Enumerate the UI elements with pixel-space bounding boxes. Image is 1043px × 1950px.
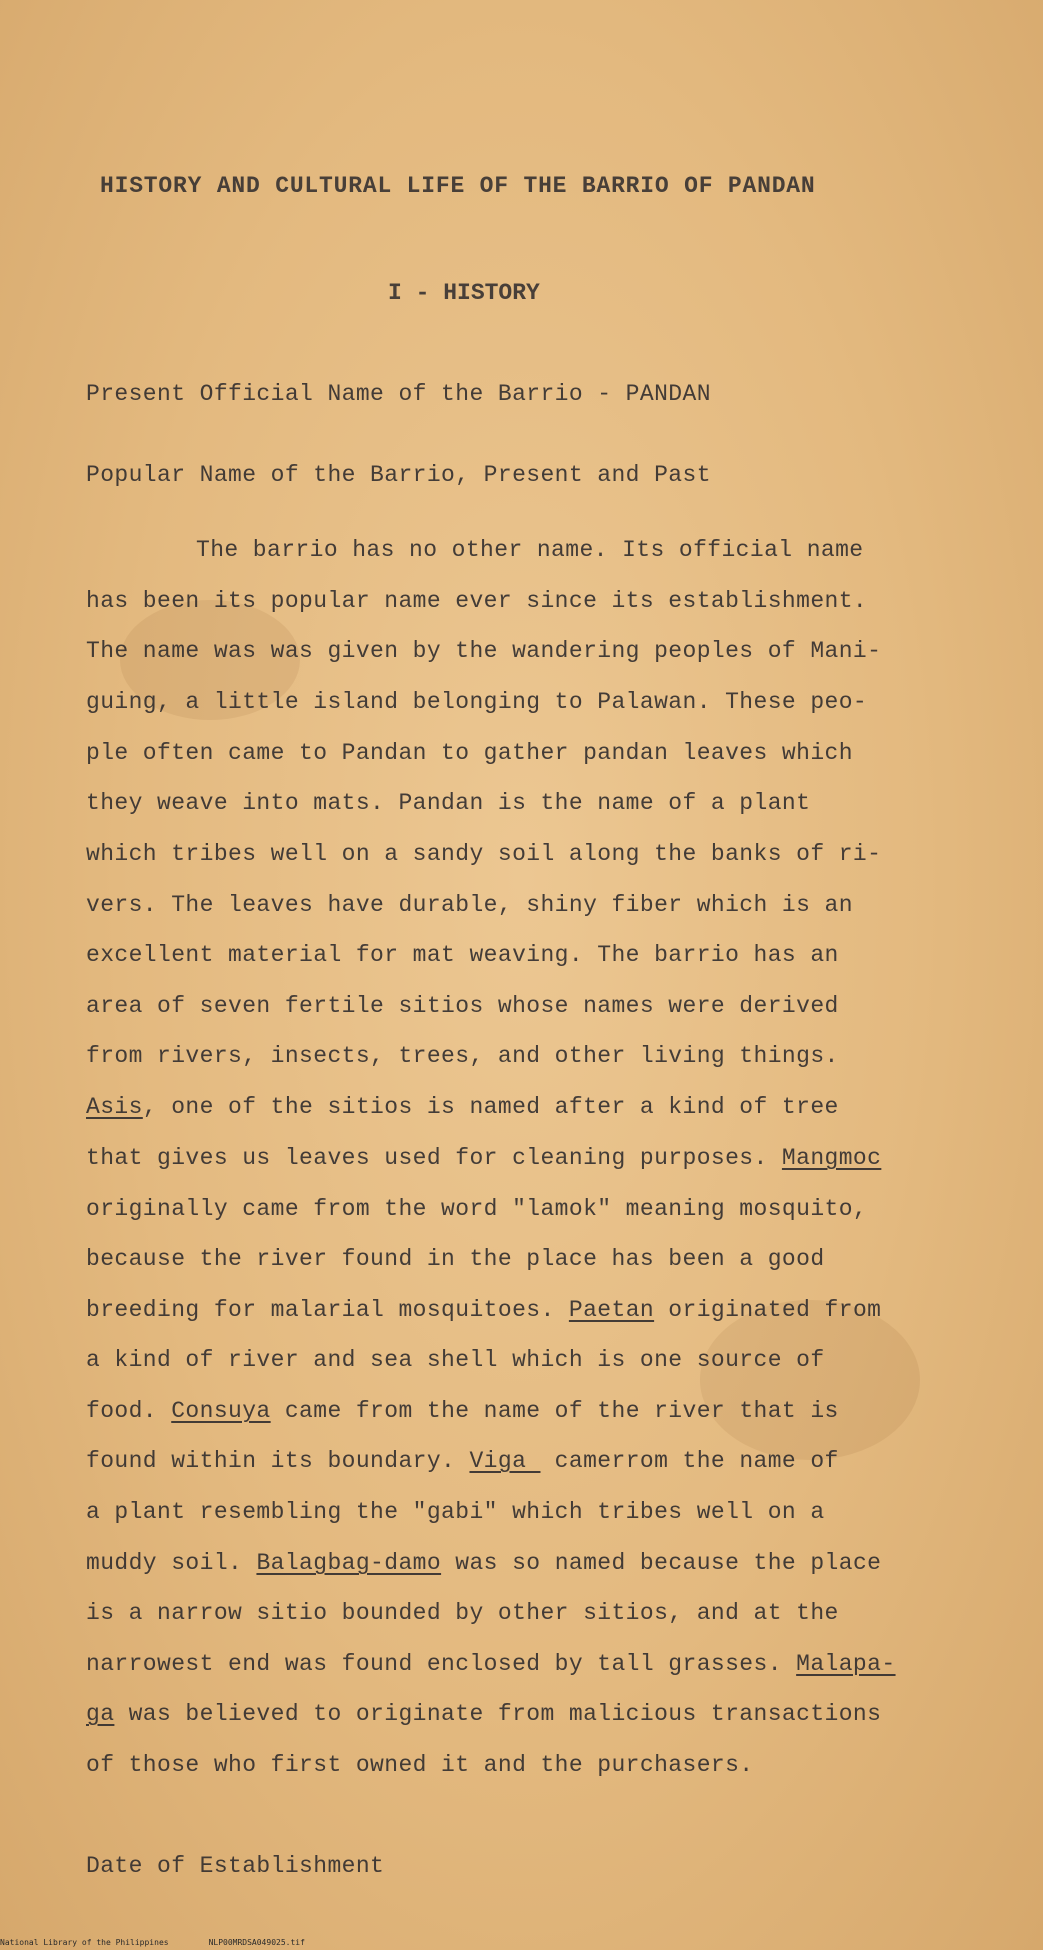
- paragraph-line: ga was believed to originate from malicious transactions: [86, 1701, 882, 1727]
- library-credit: National Library of the Philippines: [0, 1938, 169, 1947]
- sitio-name-mangmoc: Mangmoc: [781, 1145, 882, 1171]
- paragraph-line: because the river found in the place has been a good: [86, 1246, 825, 1272]
- paragraph-line: The barrio has no other name. Its official name: [196, 537, 864, 563]
- section-heading: I - HISTORY: [388, 280, 540, 306]
- paragraph-line: of those who first owned it and the purchasers.: [86, 1752, 754, 1778]
- paragraph-line: a plant resembling the "gabi" which tribes well on a: [86, 1499, 825, 1525]
- sitio-name-malapaga: Malapa-: [796, 1651, 896, 1677]
- sitio-name-consuya: Consuya: [171, 1398, 271, 1424]
- sitio-name-malapaga-cont: ga: [86, 1701, 115, 1727]
- popular-name-line: Popular Name of the Barrio, Present and Past: [86, 462, 711, 488]
- paragraph-line: found within its boundary. Viga camerrom the name of: [86, 1448, 839, 1474]
- paragraph-line: food. Consuya came from the name of the river that is: [86, 1398, 839, 1424]
- paragraph-line: muddy soil. Balagbag-damo was so named because the place: [86, 1550, 882, 1576]
- paragraph-line: breeding for malarial mosquitoes. Paetan originated from: [86, 1297, 882, 1323]
- paragraph-line: Asis, one of the sitios is named after a kind of tree: [86, 1094, 839, 1120]
- file-name: NLP00MRDSA049025.tif: [208, 1938, 305, 1947]
- paragraph-line: narrowest end was found enclosed by tall grasses. Malapa-: [86, 1651, 896, 1677]
- paragraph-line: that gives us leaves used for cleaning purposes. Mangmoc: [86, 1145, 882, 1171]
- paragraph-line: a kind of river and sea shell which is one source of: [86, 1347, 825, 1373]
- paragraph-line: from rivers, insects, trees, and other living things.: [86, 1043, 839, 1069]
- paragraph-line: ple often came to Pandan to gather pandan leaves which: [86, 740, 853, 766]
- paragraph-line: area of seven fertile sitios whose names were derived: [86, 993, 839, 1019]
- establishment-heading: Date of Establishment: [86, 1853, 385, 1879]
- sitio-name-asis: Asis: [86, 1094, 143, 1120]
- paragraph-line: The name was was given by the wandering peoples of Mani-: [86, 638, 882, 664]
- paragraph-line: is a narrow sitio bounded by other sitios, and at the: [86, 1600, 839, 1626]
- document-title: HISTORY AND CULTURAL LIFE OF THE BARRIO OF PANDAN: [100, 173, 816, 199]
- sitio-name-paetan: Paetan: [568, 1297, 655, 1323]
- paragraph-line: excellent material for mat weaving. The barrio has an: [86, 942, 839, 968]
- paragraph-line: vers. The leaves have durable, shiny fiber which is an: [86, 892, 853, 918]
- paragraph-line: guing, a little island belonging to Palawan. These peo-: [86, 689, 868, 715]
- paragraph-line: which tribes well on a sandy soil along the banks of ri-: [86, 841, 882, 867]
- paragraph-line: they weave into mats. Pandan is the name of a plant: [86, 790, 811, 816]
- paragraph-line: originally came from the word "lamok" meaning mosquito,: [86, 1196, 868, 1222]
- sitio-name-viga: Viga: [469, 1448, 541, 1474]
- sitio-name-balagbag-damo: Balagbag-damo: [256, 1550, 442, 1576]
- official-name-line: Present Official Name of the Barrio - PANDAN: [86, 381, 711, 407]
- paper-stain: [700, 1300, 920, 1460]
- scan-footer: [0, 1938, 345, 1947]
- paragraph-line: has been its popular name ever since its establishment.: [86, 588, 868, 614]
